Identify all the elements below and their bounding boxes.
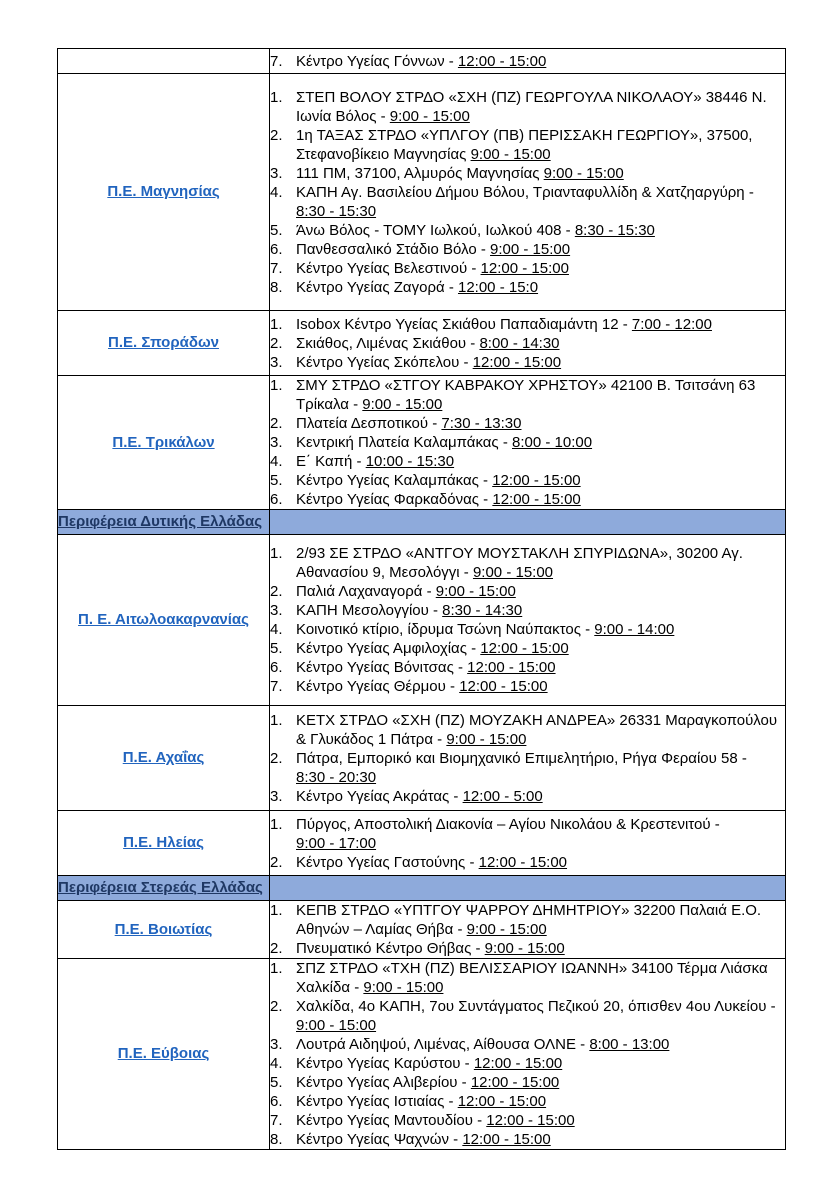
item-hours: 8:30 - 15:30 <box>574 221 655 239</box>
item-number: 7. <box>270 259 283 277</box>
item-number: 2. <box>270 749 283 767</box>
item-text <box>296 1111 785 1130</box>
item-number: 6. <box>270 491 283 508</box>
schedule-table-body <box>58 49 786 1150</box>
location-list <box>270 544 785 696</box>
location-text: ΚΕΤΧ ΣΤΡΔΟ «ΣΧΗ (ΠΖ) ΜΟΥΖΑΚΗ ΑΝΔΡΕΑ» 26331 Μαραγκοπούλου & Γλυκάδος 1 Πάτρα - <box>296 711 778 748</box>
list-item <box>270 601 785 620</box>
item-number: 3. <box>270 164 283 182</box>
location-text: Πύργος, Αποστολική Διακονία – Αγίου Νικολάου & Κρεστενιτού - <box>296 815 720 833</box>
list-item <box>270 164 785 183</box>
region-row <box>58 376 786 510</box>
item-number: 1. <box>270 711 283 729</box>
list-item <box>270 240 785 259</box>
item-text <box>296 787 785 806</box>
item-number: 2. <box>270 998 283 1015</box>
item-text <box>296 1035 785 1054</box>
item-number: 6. <box>270 1093 283 1110</box>
list-item <box>270 959 785 997</box>
region-name-cell <box>58 49 270 74</box>
region-name-cell <box>58 706 270 811</box>
item-hours: 7:00 - 12:00 <box>631 315 712 333</box>
list-item <box>270 787 785 806</box>
location-text: Κέντρο Υγείας Μαντουδίου - <box>296 1112 483 1129</box>
item-hours: 9:00 - 15:00 <box>490 240 571 258</box>
item-hours: 9:00 - 15:00 <box>543 164 624 182</box>
location-list <box>270 88 785 297</box>
item-hours: 9:00 - 15:00 <box>472 564 554 581</box>
locations-cell <box>270 311 786 376</box>
item-number: 3. <box>270 602 283 619</box>
list-item <box>270 259 785 278</box>
item-number: 3. <box>270 353 283 371</box>
item-hours: 9:00 - 15:00 <box>362 396 443 413</box>
list-item <box>270 1092 785 1111</box>
item-text <box>296 1073 785 1092</box>
item-text <box>296 334 785 353</box>
locations-cell <box>270 376 786 510</box>
item-text <box>296 620 785 639</box>
region-row <box>58 49 786 74</box>
item-text <box>296 164 785 183</box>
list-item <box>270 939 785 958</box>
item-hours: 9:00 - 15:00 <box>484 940 565 957</box>
item-number: 2. <box>270 415 283 432</box>
item-text <box>296 88 785 126</box>
item-number: 7. <box>270 678 283 695</box>
region-link[interactable]: Π. Ε. Αιτωλοακαρνανίας <box>78 611 249 628</box>
item-text <box>296 815 785 853</box>
region-name-cell <box>58 959 270 1150</box>
locations-cell <box>270 959 786 1150</box>
list-item <box>270 376 785 414</box>
item-number: 5. <box>270 640 283 657</box>
item-number: 1. <box>270 315 283 333</box>
location-text: Κέντρο Υγείας Βόνιτσας - <box>296 659 463 676</box>
item-text <box>296 278 785 297</box>
item-hours: 10:00 - 15:30 <box>365 453 455 470</box>
item-hours: 9:00 - 15:00 <box>470 145 551 163</box>
item-hours: 8:30 - 15:30 <box>296 202 377 220</box>
item-text <box>296 221 785 240</box>
section-empty-cell <box>270 510 786 535</box>
item-hours: 12:00 - 15:00 <box>472 353 562 371</box>
item-number: 2. <box>270 940 283 957</box>
list-item <box>270 711 785 749</box>
section-label: Περιφέρεια Δυτικής Ελλάδας <box>58 513 263 530</box>
list-item <box>270 88 785 126</box>
item-text <box>296 315 785 334</box>
item-text <box>296 853 785 872</box>
item-text <box>296 1130 785 1149</box>
list-item <box>270 749 785 787</box>
item-number: 1. <box>270 377 283 394</box>
section-label: Περιφέρεια Στερεάς Ελλάδας <box>58 879 263 896</box>
location-text: ΚΕΠΒ ΣΤΡΔΟ «ΥΠΤΓΟΥ ΨΑΡΡΟΥ ΔΗΜΗΤΡΙΟΥ» 32200 Παλαιά Ε.Ο. Αθηνών – Λαμίας Θήβα - <box>296 902 762 938</box>
item-hours: 12:00 - 15:00 <box>492 491 581 508</box>
region-link[interactable]: Π.Ε. Αχαΐας <box>122 749 205 766</box>
item-number: 1. <box>270 902 283 919</box>
location-text: Χαλκίδα, 4ο ΚΑΠΗ, 7ου Συντάγματος Πεζικού 20, όπισθεν 4ου Λυκείου - <box>296 998 776 1015</box>
list-item <box>270 639 785 658</box>
location-text: ΣΠΖ ΣΤΡΔΟ «ΤΧΗ (ΠΖ) ΒΕΛΙΣΣΑΡΙΟΥ ΙΩΑΝΝΗ» 34100 Τέρμα Λιάσκα Χαλκίδα - <box>296 960 768 996</box>
location-list <box>270 315 785 372</box>
item-number: 4. <box>270 453 283 470</box>
item-hours: 12:00 - 15:00 <box>462 1131 551 1148</box>
item-number: 2. <box>270 334 283 352</box>
region-link[interactable]: Π.Ε. Σποράδων <box>108 334 219 351</box>
item-hours: 12:00 - 15:00 <box>470 1074 560 1091</box>
location-text: ΣΤΕΠ ΒΟΛΟΥ ΣΤΡΔΟ «ΣΧΗ (ΠΖ) ΓΕΩΡΓΟΥΛΑ ΝΙΚΟΛΑΟΥ» 38446 Ν. Ιωνία Βόλος - <box>296 88 767 125</box>
item-hours: 12:00 - 15:00 <box>459 678 548 695</box>
location-text: Κέντρο Υγείας Αλιβερίου - <box>296 1074 467 1091</box>
item-number: 3. <box>270 434 283 451</box>
item-text <box>296 259 785 278</box>
schedule-table <box>57 48 786 1150</box>
item-text <box>296 490 785 509</box>
list-item <box>270 582 785 601</box>
item-text <box>296 471 785 490</box>
item-text <box>296 1054 785 1073</box>
item-hours: 9:00 - 15:00 <box>296 1017 377 1034</box>
location-text: Κέντρο Υγείας Βελεστινού - <box>296 259 477 277</box>
item-hours: 8:30 - 14:30 <box>442 602 523 619</box>
item-hours: 8:00 - 13:00 <box>589 1036 670 1053</box>
location-list <box>270 376 785 509</box>
location-text: Κέντρο Υγείας Φαρκαδόνας - <box>296 491 489 508</box>
location-text: Κέντρο Υγείας Ακράτας - <box>296 787 459 805</box>
item-text <box>296 452 785 471</box>
item-number: 4. <box>270 621 283 638</box>
location-text: Πλατεία Δεσποτικού - <box>296 415 438 432</box>
item-text <box>296 376 785 414</box>
list-item <box>270 815 785 853</box>
location-text: Παλιά Λαχαναγορά - <box>296 583 432 600</box>
item-number: 5. <box>270 221 283 239</box>
item-number: 1. <box>270 960 283 977</box>
region-name-cell <box>58 311 270 376</box>
list-item <box>270 544 785 582</box>
list-item <box>270 126 785 164</box>
item-hours: 8:00 - 10:00 <box>512 434 593 451</box>
location-text: Λουτρά Αιδηψού, Λιμένας, Αίθουσα ΟΛΝΕ - <box>296 1036 586 1053</box>
location-list <box>270 711 785 806</box>
region-link[interactable]: Π.Ε. Βοιωτίας <box>114 920 213 938</box>
item-text <box>296 639 785 658</box>
item-number: 2. <box>270 126 283 144</box>
item-text <box>296 939 785 958</box>
region-row <box>58 901 786 959</box>
item-hours: 12:00 - 15:00 <box>480 640 569 657</box>
region-name-cell <box>58 376 270 510</box>
location-text: Κέντρο Υγείας Ιστιαίας - <box>296 1093 454 1110</box>
item-number: 4. <box>270 183 283 201</box>
list-item <box>270 901 785 939</box>
item-number: 3. <box>270 787 283 805</box>
region-row <box>58 706 786 811</box>
item-text <box>296 353 785 372</box>
item-text <box>296 240 785 259</box>
list-item <box>270 183 785 221</box>
item-hours: 9:00 - 17:00 <box>296 834 377 852</box>
item-text <box>296 677 785 696</box>
location-text: 1η ΤΑΞΑΣ ΣΤΡΔΟ «ΥΠΛΓΟΥ (ΠΒ) ΠΕΡΙΣΣΑΚΗ ΓΕΩΡΓΙΟΥ», 37500, Στεφανοβίκειο Μαγνησίας <box>296 126 753 163</box>
list-item <box>270 490 785 509</box>
item-number: 6. <box>270 659 283 676</box>
location-text: Κεντρική Πλατεία Καλαμπάκας - <box>296 434 508 451</box>
region-row <box>58 811 786 876</box>
location-text: Κέντρο Υγείας Καρύστου - <box>296 1055 470 1072</box>
item-hours: 12:00 - 15:00 <box>473 1055 563 1072</box>
item-hours: 12:00 - 15:00 <box>478 853 568 871</box>
locations-cell <box>270 49 786 74</box>
region-name-cell <box>58 901 270 959</box>
section-header-row <box>58 510 786 535</box>
item-number: 8. <box>270 278 283 296</box>
region-row <box>58 959 786 1150</box>
location-text: ΣΜΥ ΣΤΡΔΟ «ΣΤΓΟΥ ΚΑΒΡΑΚΟΥ ΧΡΗΣΤΟΥ» 42100 Β. Τσιτσάνη 63 Τρίκαλα - <box>296 377 756 413</box>
list-item <box>270 471 785 490</box>
list-item <box>270 1035 785 1054</box>
list-item <box>270 315 785 334</box>
item-text <box>296 601 785 620</box>
item-text <box>296 544 785 582</box>
item-hours: 9:00 - 15:00 <box>389 107 470 125</box>
locations-cell <box>270 706 786 811</box>
list-item <box>270 221 785 240</box>
list-item <box>270 997 785 1035</box>
location-text: Κέντρο Υγείας Θέρμου - <box>296 678 456 695</box>
item-hours: 12:00 - 15:00 <box>467 659 556 676</box>
item-number: 5. <box>270 472 283 489</box>
item-hours: 9:00 - 14:00 <box>594 621 675 638</box>
location-text: 111 ΠΜ, 37100, Αλμυρός Μαγνησίας <box>296 164 540 182</box>
location-text: Σκιάθος, Λιμένας Σκιάθου - <box>296 334 476 352</box>
list-item <box>270 353 785 372</box>
item-number: 8. <box>270 1131 283 1148</box>
location-list <box>270 959 785 1149</box>
item-number: 7. <box>270 1112 283 1129</box>
item-text <box>296 658 785 677</box>
region-link[interactable]: Π.Ε. Ηλείας <box>123 834 204 851</box>
list-item <box>270 334 785 353</box>
item-number: 1. <box>270 545 283 562</box>
item-number: 7. <box>270 52 283 70</box>
item-text <box>296 414 785 433</box>
location-text: Κέντρο Υγείας Γαστούνης - <box>296 853 475 871</box>
location-text: Κέντρο Υγείας Αμφιλοχίας - <box>296 640 477 657</box>
region-name-cell <box>58 811 270 876</box>
list-item <box>270 52 785 71</box>
list-item <box>270 1054 785 1073</box>
region-row <box>58 311 786 376</box>
item-hours: 9:00 - 15:00 <box>466 921 547 938</box>
item-hours: 12:00 - 15:00 <box>486 1112 575 1129</box>
item-text <box>296 901 785 939</box>
locations-cell <box>270 811 786 876</box>
item-hours: 7:30 - 13:30 <box>441 415 522 432</box>
item-hours: 12:00 - 15:00 <box>492 472 581 489</box>
item-hours: 8:00 - 14:30 <box>479 334 560 352</box>
item-number: 1. <box>270 815 283 833</box>
location-text: Κέντρο Υγείας Καλαμπάκας - <box>296 472 489 489</box>
item-text <box>296 126 785 164</box>
item-hours: 9:00 - 15:00 <box>363 979 444 996</box>
location-text: Κέντρο Υγείας Γόννων - <box>296 52 454 70</box>
item-hours: 12:00 - 15:00 <box>457 1093 547 1110</box>
item-number: 3. <box>270 1036 283 1053</box>
location-list <box>270 52 785 71</box>
item-text <box>296 959 785 997</box>
location-text: ΚΑΠΗ Αγ. Βασιλείου Δήμου Βόλου, Τριανταφυλλίδη & Χατζηαργύρη - <box>296 183 754 201</box>
list-item <box>270 278 785 297</box>
list-item <box>270 677 785 696</box>
item-text <box>296 433 785 452</box>
list-item <box>270 658 785 677</box>
list-item <box>270 414 785 433</box>
section-empty-cell <box>270 876 786 901</box>
item-hours: 8:30 - 20:30 <box>296 768 377 786</box>
location-list <box>270 901 785 958</box>
section-header-row <box>58 876 786 901</box>
item-text <box>296 1092 785 1111</box>
location-text: Άνω Βόλος - ΤΟΜΥ Ιωλκού, Ιωλκού 408 - <box>296 221 571 239</box>
location-text: Κοινοτικό κτίριο, ίδρυμα Τσώνη Ναύπακτος - <box>296 621 591 638</box>
region-link[interactable]: Π.Ε. Τρικάλων <box>112 433 215 451</box>
location-text: Πνευματικό Κέντρο Θήβας - <box>296 940 481 957</box>
region-link[interactable]: Π.Ε. Εύβοιας <box>117 1045 210 1062</box>
section-label-cell <box>58 510 270 535</box>
item-text <box>296 52 785 71</box>
location-text: Πανθεσσαλικό Στάδιο Βόλο - <box>296 240 486 258</box>
location-text: 2/93 ΣΕ ΣΤΡΔΟ «ΑΝΤΓΟΥ ΜΟΥΣΤΑΚΛΗ ΣΠΥΡΙΔΩΝΑ», 30200 Αγ. Αθανασίου 9, Μεσολόγγι - <box>296 545 743 581</box>
location-list <box>270 815 785 872</box>
location-text: Κέντρο Υγείας Ψαχνών - <box>296 1131 459 1148</box>
list-item <box>270 1073 785 1092</box>
region-link[interactable]: Π.Ε. Μαγνησίας <box>107 183 220 200</box>
item-number: 2. <box>270 583 283 600</box>
item-text <box>296 997 785 1035</box>
item-text <box>296 711 785 749</box>
item-hours: 9:00 - 15:00 <box>446 730 527 748</box>
item-number: 1. <box>270 88 283 106</box>
item-hours: 12:00 - 15:00 <box>480 259 569 277</box>
list-item <box>270 620 785 639</box>
item-number: 4. <box>270 1055 283 1072</box>
location-text: Κέντρο Υγείας Ζαγορά - <box>296 278 454 296</box>
location-text: Isobox Κέντρο Υγείας Σκιάθου Παπαδιαμάντη 12 - <box>296 315 628 333</box>
item-text <box>296 183 785 221</box>
location-text: ΚΑΠΗ Μεσολογγίου - <box>296 602 438 619</box>
region-name-cell <box>58 535 270 706</box>
list-item <box>270 1130 785 1149</box>
region-name-cell <box>58 74 270 311</box>
item-text <box>296 582 785 601</box>
item-number: 2. <box>270 853 283 871</box>
list-item <box>270 433 785 452</box>
item-text <box>296 749 785 787</box>
item-hours: 12:00 - 5:00 <box>462 787 543 805</box>
locations-cell <box>270 74 786 311</box>
item-hours: 12:00 - 15:0 <box>457 278 539 296</box>
region-row <box>58 74 786 311</box>
section-label-cell <box>58 876 270 901</box>
location-text: Ε΄ Καπή - <box>296 453 362 470</box>
list-item <box>270 853 785 872</box>
list-item <box>270 452 785 471</box>
locations-cell <box>270 901 786 959</box>
location-text: Κέντρο Υγείας Σκόπελου - <box>296 353 469 371</box>
locations-cell <box>270 535 786 706</box>
item-number: 5. <box>270 1074 283 1091</box>
location-text: Πάτρα, Εμπορικό και Βιομηχανικό Επιμελητήριο, Ρήγα Φεραίου 58 - <box>296 749 747 767</box>
region-row <box>58 535 786 706</box>
list-item <box>270 1111 785 1130</box>
item-number: 6. <box>270 240 283 258</box>
item-hours: 9:00 - 15:00 <box>435 583 516 600</box>
item-hours: 12:00 - 15:00 <box>457 52 547 70</box>
